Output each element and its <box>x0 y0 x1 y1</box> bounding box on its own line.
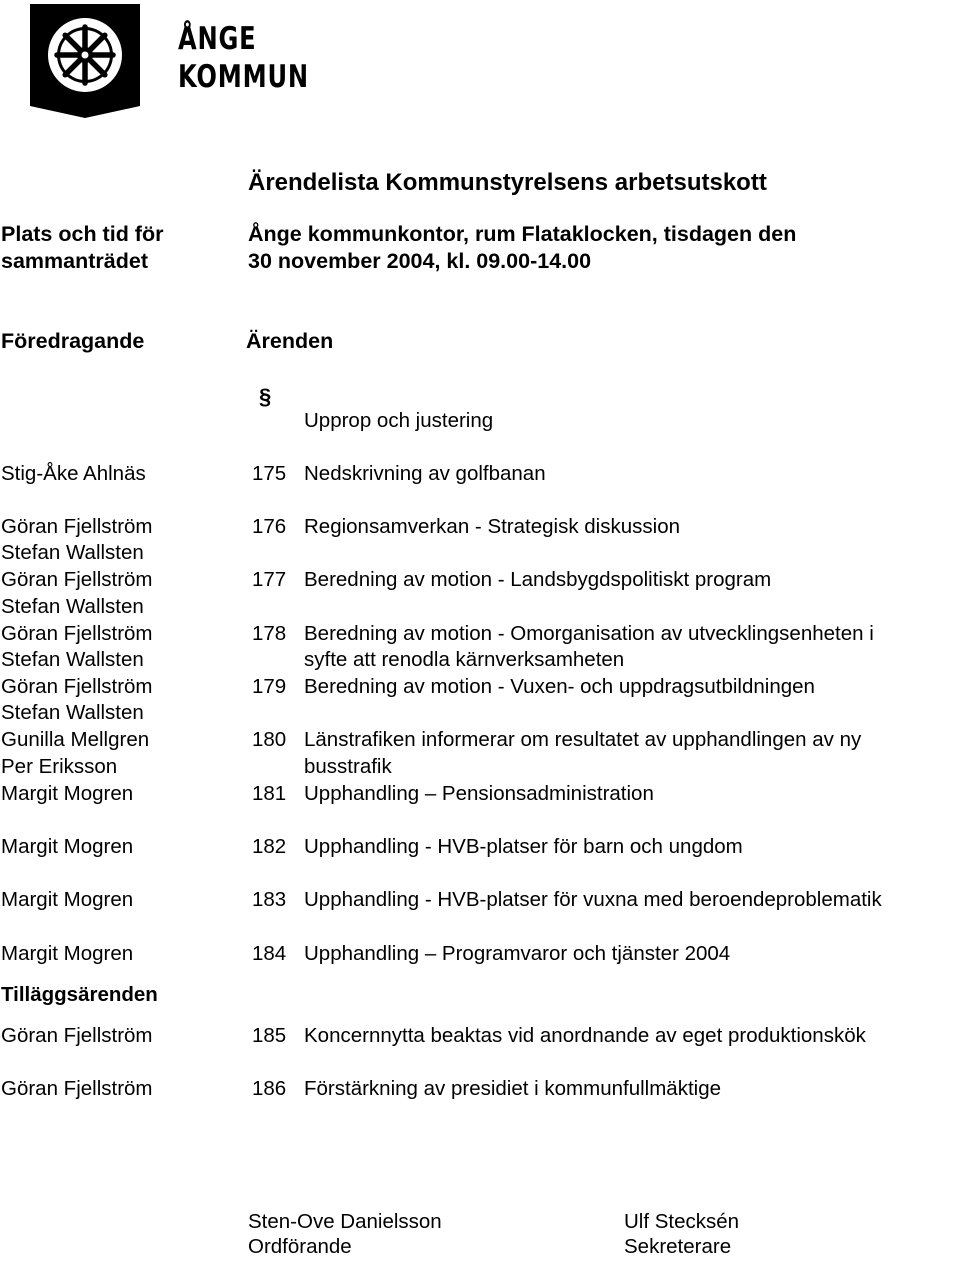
meeting-value-line2: 30 november 2004, kl. 09.00-14.00 <box>248 249 592 273</box>
agenda-speaker: Margit Mogren <box>1 835 134 858</box>
additional-speaker: Göran Fjellström <box>1 1024 153 1047</box>
agenda-speaker: Per Eriksson <box>1 755 118 778</box>
agenda-title: Upphandling – Pensionsadministration <box>304 782 654 805</box>
meeting-label-line2: sammanträdet <box>1 249 148 273</box>
agenda-number: 176 <box>252 515 287 538</box>
agenda-speaker: Göran Fjellström <box>1 515 153 538</box>
agenda-number: 183 <box>252 888 287 911</box>
additional-title: Koncernnytta beaktas vid anordnande av eget produktionskök <box>304 1024 866 1047</box>
agenda-number: 182 <box>252 835 287 858</box>
wheel-emblem-icon <box>28 2 142 120</box>
agenda-number: 177 <box>252 568 287 591</box>
agenda-title: Upphandling - HVB-platser för barn och ungdom <box>304 835 743 858</box>
agenda-title: Beredning av motion - Omorganisation av utvecklingsenheten i <box>304 622 874 645</box>
agenda-number: 179 <box>252 675 287 698</box>
signature-role-secretary: Sekreterare <box>624 1235 732 1258</box>
agenda-speaker: Margit Mogren <box>1 888 134 911</box>
agenda-speaker: Stefan Wallsten <box>1 701 144 724</box>
additional-number: 185 <box>252 1024 287 1047</box>
agenda-speaker: Göran Fjellström <box>1 675 153 698</box>
agenda-title: Upphandling - HVB-platser för vuxna med beroendeproblematik <box>304 888 882 911</box>
agenda-title-continued: busstrafik <box>304 755 392 778</box>
agenda-speaker: Stig-Åke Ahlnäs <box>1 462 146 485</box>
meeting-value-line1: Ånge kommunkontor, rum Flataklocken, tisdagen den <box>248 222 797 246</box>
agenda-title: Regionsamverkan - Strategisk diskussion <box>304 515 680 538</box>
opening-item: Upprop och justering <box>304 409 494 432</box>
agenda-title: Nedskrivning av golfbanan <box>304 462 546 485</box>
agenda-title: Beredning av motion - Vuxen- och uppdragsutbildningen <box>304 675 815 698</box>
agenda-speaker: Margit Mogren <box>1 942 134 965</box>
additional-header: Tilläggsärenden <box>1 983 158 1006</box>
agenda-title: Upphandling – Programvaror och tjänster 2004 <box>304 942 731 965</box>
logo-name-line2: KOMMUN <box>178 59 309 95</box>
agenda-speaker: Stefan Wallsten <box>1 648 144 671</box>
logo-name-line1: ÅNGE <box>178 21 257 57</box>
agenda-number: 184 <box>252 942 287 965</box>
signature-name-secretary: Ulf Stecksén <box>624 1210 740 1233</box>
agenda-speaker: Göran Fjellström <box>1 622 153 645</box>
agenda-title: Beredning av motion - Landsbygdspolitiskt program <box>304 568 772 591</box>
signature-role-chair: Ordförande <box>248 1235 352 1258</box>
section-symbol: § <box>259 384 272 409</box>
agenda-speaker: Göran Fjellström <box>1 568 153 591</box>
meeting-label-line1: Plats och tid för <box>1 222 164 246</box>
agenda-speaker: Margit Mogren <box>1 782 134 805</box>
agenda-title-continued: syfte att renodla kärnverksamheten <box>304 648 625 671</box>
agenda-number: 180 <box>252 728 287 751</box>
agenda-speaker: Gunilla Mellgren <box>1 728 150 751</box>
agenda-title: Länstrafiken informerar om resultatet av upphandlingen av ny <box>304 728 862 751</box>
agenda-speaker: Stefan Wallsten <box>1 595 144 618</box>
speakers-header: Föredragande <box>1 329 145 353</box>
agenda-number: 178 <box>252 622 287 645</box>
agenda-number: 181 <box>252 782 287 805</box>
agenda-speaker: Stefan Wallsten <box>1 541 144 564</box>
page-title: Ärendelista Kommunstyrelsens arbetsutskott <box>248 169 767 196</box>
signature-name-chair: Sten-Ove Danielsson <box>248 1210 442 1233</box>
agenda-number: 175 <box>252 462 287 485</box>
additional-speaker: Göran Fjellström <box>1 1077 153 1100</box>
items-header: Ärenden <box>246 329 334 353</box>
additional-title: Förstärkning av presidiet i kommunfullmäktige <box>304 1077 721 1100</box>
additional-number: 186 <box>252 1077 287 1100</box>
